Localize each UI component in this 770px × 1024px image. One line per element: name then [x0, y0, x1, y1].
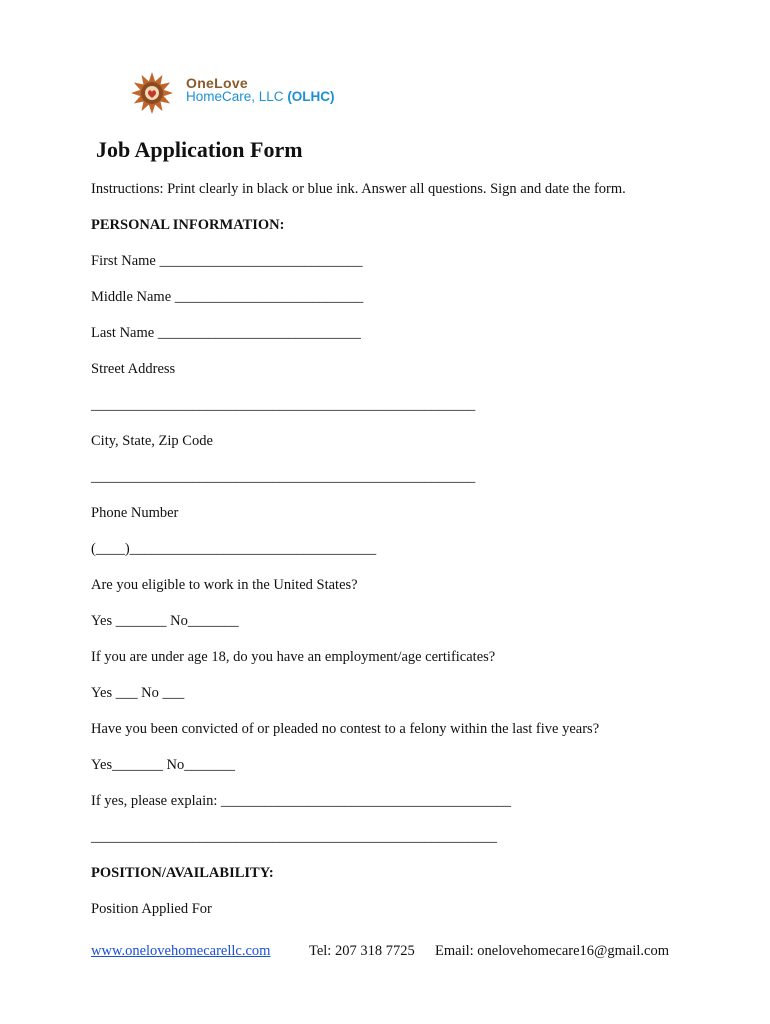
logo-abbreviation: (OLHC): [287, 89, 335, 104]
logo-name-line1: OneLove: [186, 75, 249, 91]
page-title: Job Application Form: [96, 137, 303, 162]
street-address-field[interactable]: _____________________________________________________: [91, 397, 476, 413]
footer-website-link[interactable]: www.onelovehomecarellc.com: [91, 943, 271, 959]
eligible-answer-field[interactable]: Yes _______ No_______: [91, 613, 239, 629]
explain-field[interactable]: If yes, please explain: ________________________________________: [91, 793, 512, 809]
sun-flower-icon: [128, 70, 184, 116]
age-certificate-question: If you are under age 18, do you have an employment/age certificates?: [91, 649, 496, 665]
position-applied-label: Position Applied For: [91, 901, 212, 917]
phone-number-label: Phone Number: [91, 505, 179, 521]
footer-email: Email: onelovehomecare16@gmail.com: [435, 943, 669, 959]
section-personal-heading: PERSONAL INFORMATION:: [91, 217, 285, 233]
instructions-text: Instructions: Print clearly in black or blue ink. Answer all questions. Sign and date the form.: [91, 181, 626, 197]
eligible-question: Are you eligible to work in the United States?: [91, 577, 358, 593]
logo-name-line2: [186, 89, 335, 104]
city-state-zip-label: City, State, Zip Code: [91, 433, 213, 449]
felony-question: Have you been convicted of or pleaded no contest to a felony within the last five years?: [91, 721, 600, 737]
first-name-field[interactable]: First Name ____________________________: [91, 253, 363, 269]
footer-phone: Tel: 207 318 7725: [309, 943, 415, 959]
last-name-field[interactable]: Last Name ____________________________: [91, 325, 361, 341]
middle-name-field[interactable]: Middle Name __________________________: [91, 289, 364, 305]
street-address-label: Street Address: [91, 361, 176, 377]
age-certificate-answer-field[interactable]: Yes ___ No ___: [91, 685, 185, 701]
logo-company-text: HomeCare, LLC: [186, 89, 284, 104]
explain-continuation-field[interactable]: ________________________________________________________: [91, 829, 497, 845]
company-logo: [128, 70, 358, 116]
section-position-heading: POSITION/AVAILABILITY:: [91, 865, 274, 881]
city-state-zip-field[interactable]: _____________________________________________________: [91, 469, 476, 485]
felony-answer-field[interactable]: Yes_______ No_______: [91, 757, 235, 773]
phone-number-field[interactable]: (____)__________________________________: [91, 541, 377, 557]
